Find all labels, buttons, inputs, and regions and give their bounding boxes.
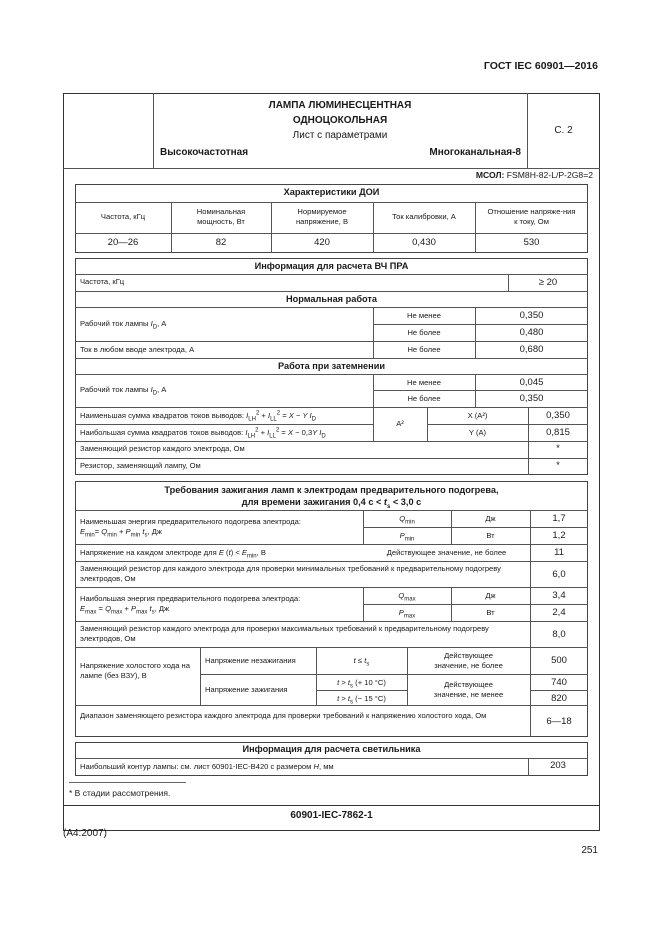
dlo-val-freq: 20—26 [107,237,139,248]
lum-contour-label: Наибольший контур лампы: см. лист 60901-IEC-B420 с размером H, мм [80,762,334,771]
page-number: 251 [581,845,598,856]
ign-ign-cond-2: $t > t_s$ (− 15 °C) [337,694,386,706]
dlo-title: Характеристики ДОИ [283,187,380,197]
hf-lamp-resistor-value: * [556,460,560,471]
hf-normal-not-more: Не более [407,328,441,337]
hf-x-label: X (A²) [467,411,488,420]
standard-header: ГОСТ IEC 60901—2016 [483,60,598,72]
ign-emax-label-2: $E_{max} = Q_{max} + P_{max}$ $t_s$, Дж [80,604,170,616]
dlo-val-ratio: 530 [523,237,540,248]
ign-qmax-value: 3,4 [552,590,566,601]
ign-pmin-unit: Вт [486,531,495,540]
ign-voltage-value: 11 [554,547,564,558]
ign-res-min-label: Заменяющий резистор для каждого электрода для проверки минимальных требований к предварительному подогреву электродов, Ом [80,564,501,583]
title-right-label: Многоканальная-8 [429,147,521,158]
ign-title-2: для времени зажигания 0,4 $с < t_s < 3,0$ с [241,497,422,510]
ign-emax-label-1: Наибольшая энергия предварительного подогрева электрода: [80,594,301,603]
lum-contour-value: 203 [550,760,566,771]
ign-range-label: Диапазон заменяющего резистора каждого электрода для проверки требований к напряжению холостого хода, Ом [80,711,487,720]
mcol: МСОЛ: FSM8H-82-L/P-2G8=2 [475,170,593,180]
hf-replacing-resistor-label: Заменяющий резистор каждого электрода, Ом [80,444,245,453]
ign-title-1: Требования зажигания ламп к электродам предварительного подогрева, [164,485,499,495]
hf-min-sum-label: Наименьшая сумма квадратов токов выводов: $I_{LH}^2 + I_{LL}^2 = X - Y$ $I_D$ [80,410,316,423]
ign-non-ign-eff: Действующее значение, не более [434,651,503,670]
dlo-col-power: Номинальная мощность, Вт [196,207,246,226]
dlo-col-voltage: Нормируемое напряжение, В [295,207,349,226]
ign-range-value: 6—18 [546,716,572,727]
hf-x-value: 0,350 [546,410,570,421]
lum-title: Информация для расчета светильника [242,744,421,754]
ign-qmin: $Q_{min}$ [399,514,415,526]
hf-any-lead-not-more: Не более [407,345,441,354]
ign-emin-label-1: Наименьшая энергия предварительного подогрева электрода: [80,517,302,526]
title-line-1: ЛАМПА ЛЮМИНЕСЦЕНТНАЯ [268,100,412,111]
hf-dim-min: 0,045 [519,377,544,388]
ign-pmin-value: 1,2 [552,530,566,541]
ign-res-min-value: 6,0 [552,569,566,580]
dlo-val-power: 82 [215,237,227,248]
hf-normal-title: Нормальная работа [286,294,377,304]
hf-any-lead-label: Ток в любом вводе электрода, А [80,345,195,354]
hf-replacing-resistor-value: * [556,443,560,454]
ign-non-ign-value: 500 [551,655,567,666]
title-left-label: Высокочастотная [160,147,249,158]
hf-lamp-resistor-label: Резистор, заменяющий лампу, Ом [80,461,201,470]
hf-any-lead-value: 0,680 [519,344,544,355]
ign-qmax: $Q_{max}$ [398,591,416,603]
hf-max-sum-label: Наибольшая сумма квадратов токов выводов: $I_{LH}^2 + I_{LL}^2 = X - 0,3Y$ $I_D$ [80,427,326,440]
ign-non-ign-cond: $t \le t_s$ [353,656,370,668]
ign-ocv-label: Напряжение холостого хода на лампе (без ВЗУ), В [80,661,190,680]
ign-qmax-unit: Дж [485,591,496,600]
ign-qmin-unit: Дж [485,514,496,523]
dlo-val-voltage: 420 [314,237,330,248]
ign-pmax-value: 2,4 [552,607,566,618]
hf-dim-max: 0,350 [519,393,544,404]
ign-ign-value-2: 820 [551,693,567,704]
hf-normal-current-label: Рабочий ток лампы $I_D$, А [80,319,167,331]
ign-res-max-value: 8,0 [552,629,566,640]
ign-qmin-value: 1,7 [552,513,566,524]
ign-ign-label: Напряжение зажигания [205,685,288,694]
hf-dim-current-label: Рабочий ток лампы $I_D$, А [80,385,167,397]
hf-freq-value: ≥ 20 [538,277,558,288]
hf-normal-not-less: Не менее [407,311,441,320]
title-line-3: Лист с параметрами [292,130,388,141]
ign-res-max-label: Заменяющий резистор каждого электрода для проверки максимальных требований к предварительному подогреву электродов, Ом [80,624,489,643]
ign-non-ign-label: Напряжение незажигания [205,656,296,665]
hf-y-label: Y (A) [468,428,487,437]
ign-pmax: $P_{max}$ [398,608,416,620]
title-line-2: ОДНОЦОКОЛЬНАЯ [292,115,388,126]
hf-a2: A² [396,419,404,428]
ign-pmax-unit: Вт [486,608,495,617]
hf-normal-max: 0,480 [519,327,544,338]
hf-title: Информация для расчета ВЧ ПРА [254,261,409,271]
ign-emin-label-2: $E_{min}= Q_{min} + P_{min}$ $t_s$, Дж [80,527,162,539]
hf-normal-min: 0,350 [519,310,544,321]
hf-freq-label: Частота, кГц [80,277,125,286]
ign-voltage-eff: Действующее значение, не более [386,548,507,557]
a4-note: (A4:2007) [63,828,107,839]
ign-voltage-label: Напряжение на каждом электроде для E $(t) < E_{min}$, В [80,548,266,560]
ign-ign-value-1: 740 [551,677,567,688]
footnote: * В стадии рассмотрения. [69,788,171,798]
dlo-col-current: Ток калибровки, А [392,212,456,221]
dlo-col-ratio: Отношение напряже-ния к току, Ом [487,207,576,226]
dlo-val-current: 0,430 [412,237,436,248]
ign-ign-eff: Действующее значение, не менее [433,680,504,699]
ign-pmin: $P_{min}$ [399,531,415,543]
ign-ign-cond-1: $t > t_s$ (+ 10 °C) [337,678,386,690]
hf-dim-title: Работа при затемнении [277,361,386,371]
hf-y-value: 0,815 [546,427,570,438]
dlo-col-freq: Частота, кГц [100,212,146,221]
hf-dim-not-more: Не более [407,394,441,403]
page-label: С. 2 [554,125,573,136]
hf-dim-not-less: Не менее [407,378,441,387]
sheet-id: 60901-IEC-7862-1 [290,810,373,821]
